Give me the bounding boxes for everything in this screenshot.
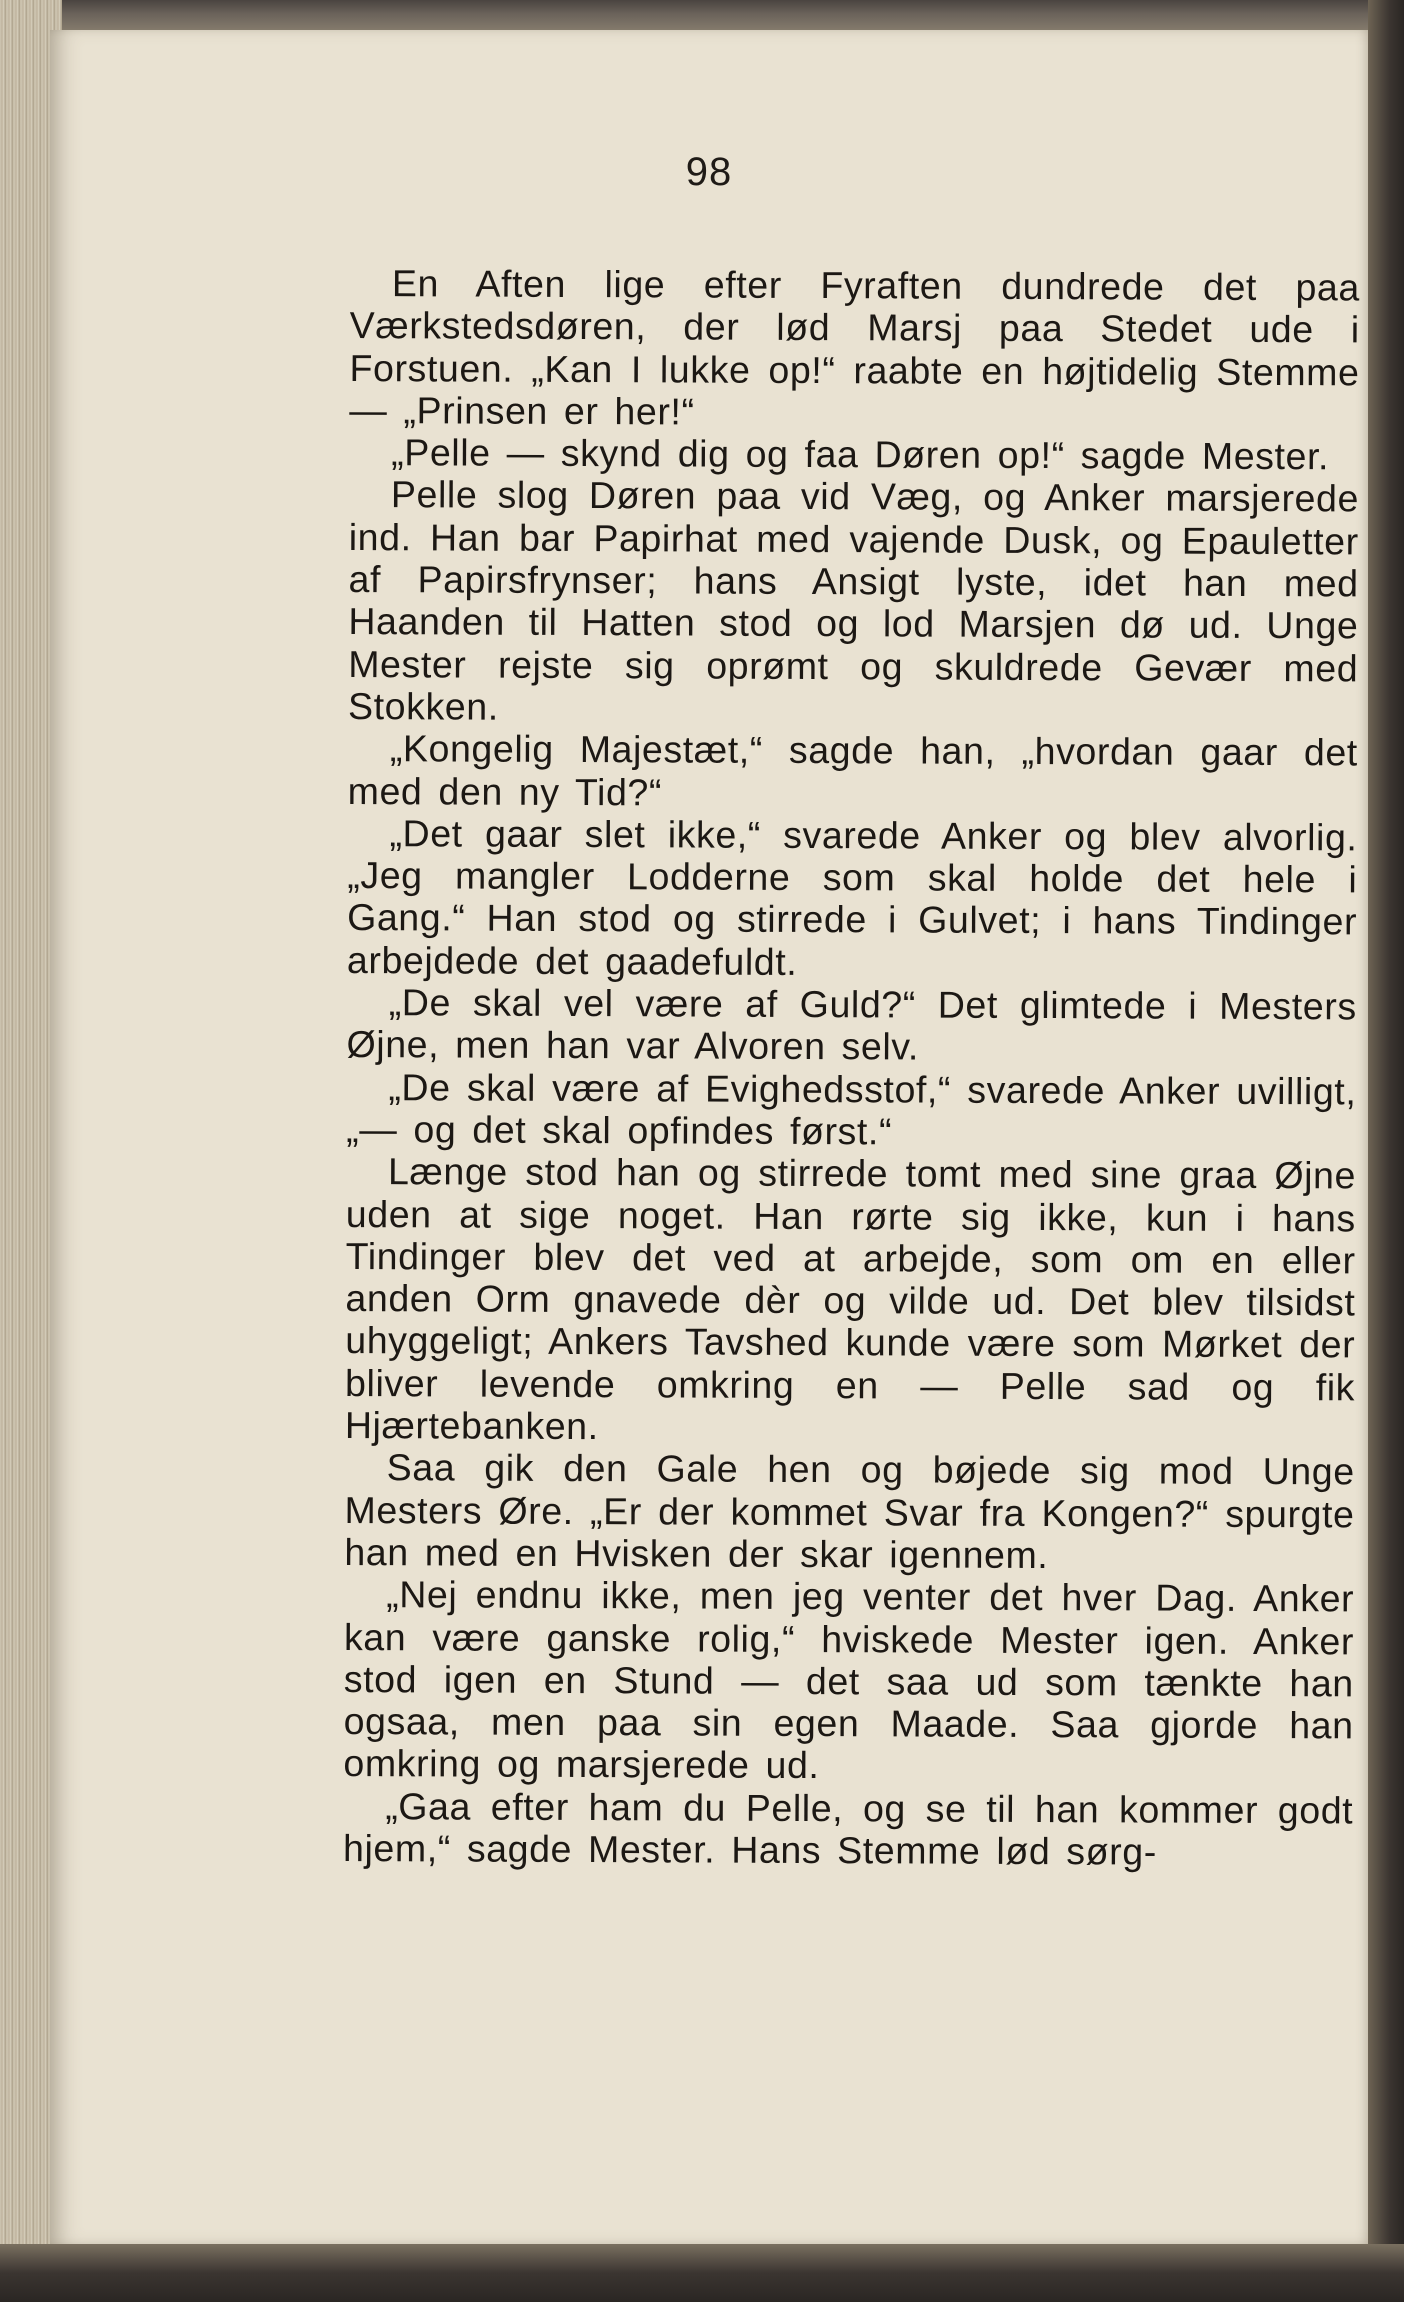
page-number: 98	[685, 150, 733, 194]
paragraph: En Aften lige efter Fyraften dundrede det paa Værkstedsdøren, der lød Marsj paa Stedet ude i Forstuen. „Kan I lukke op!“ raabte en højtidelig Stemme — „Prinsen er her!“	[349, 262, 1360, 433]
paragraph: „Gaa efter ham du Pelle, og se til han kommer godt hjem,“ sagde Mester. Hans Stemme lød sørg-	[342, 1784, 1354, 1873]
paragraph: „De skal vel være af Guld?“ Det glimtede i Mesters Øjne, men han var Alvoren selv.	[346, 981, 1357, 1068]
right-edge	[1368, 0, 1404, 2302]
paragraph: „Kongelig Majestæt,“ sagde han, „hvordan gaar det med den ny Tid?“	[347, 727, 1358, 813]
top-edge	[0, 0, 1404, 34]
paragraph: „Det gaar slet ikke,“ svarede Anker og blev alvorlig. „Jeg mangler Lodderne som skal holde det hele i Gang.“ Han stod og stirrede i Gulvet; i hans Tindinger arbejdede det gaadefuldt.	[346, 812, 1358, 983]
paragraph: „Pelle — skynd dig og faa Døren op!“ sagde Mester.	[391, 431, 1330, 478]
bottom-edge	[0, 2244, 1404, 2302]
paper-page	[50, 30, 1368, 2244]
paragraph: „Nej endnu ikke, men jeg venter det hver Dag. Anker kan være ganske rolig,“ hviskede Mester igen. Anker stod igen en Stund — det saa ud som tænkte han ogsaa, men paa sin egen Maade. Saa gjorde han omkring og marsjerede ud.	[343, 1573, 1355, 1787]
paragraph: Længe stod han og stirrede tomt med sine graa Øjne uden at sige noget. Han rørte sig ikke, kun i hans Tindinger blev det ved at arbejde, som om en eller anden Orm gnavede dèr og vilde ud. Det blev tilsidst uhyggeligt; Ankers Tavshed kunde være som Mørket der bliver levende omkring en — Pelle sad og fik Hjærtebanken.	[344, 1150, 1357, 1448]
body-text	[343, 262, 1360, 1874]
paragraph: Saa gik den Gale hen og bøjede sig mod Unge Mesters Øre. „Er der kommet Svar fra Kongen?“ spurgte han med en Hvisken der skar igennem.	[344, 1446, 1355, 1576]
paragraph: „De skal være af Evighedsstof,“ svarede Anker uvilligt, „— og det skal opfindes først.“	[346, 1065, 1357, 1153]
paragraph: Pelle slog Døren paa vid Væg, og Anker marsjerede ind. Han bar Papirhat med vajende Dusk, og Epauletter af Papirsfrynser; hans Ansigt lyste, idet han med Haanden til Hatten stod og lod Marsjen dø ud. Unge Mester rejste sig oprømt og skuldrede Gevær med Stokken.	[347, 473, 1360, 728]
